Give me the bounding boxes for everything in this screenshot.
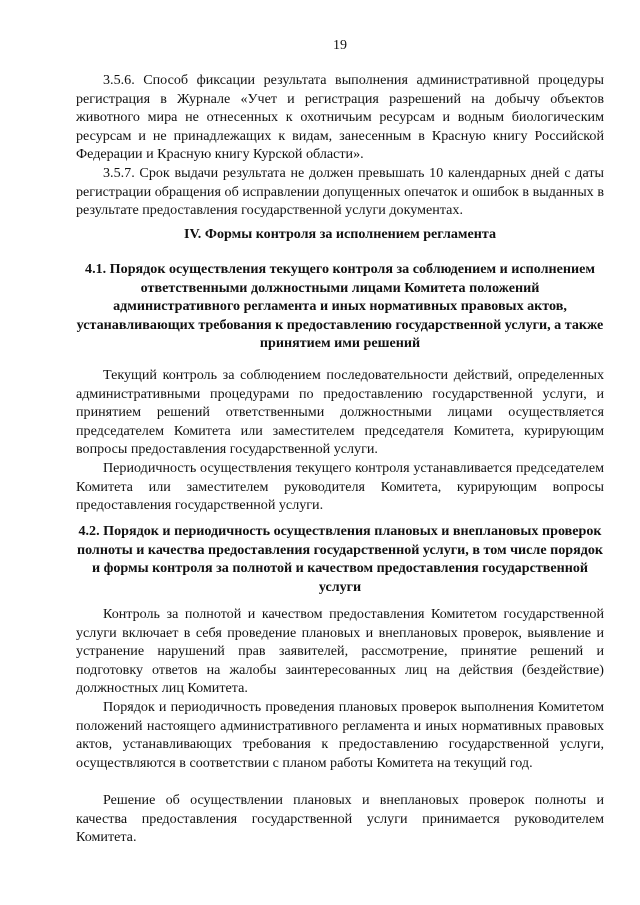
subsection-heading-4-1: 4.1. Порядок осуществления текущего контроля за соблюдением и исполнением ответственными должностными лицами Комитета положений административного регламента и иных нормативных правовых актов, устанавливающих требования к предоставлению государственной услуги, а также принятием ими решений [76, 261, 604, 352]
paragraph-4-1-periodicity: Периодичность осуществления текущего контроля устанавливается председателем Комитета или заместителем руководителя Комитета, курирующим вопросы предоставления государственной услуги. [76, 460, 604, 514]
page-number: 19 [333, 38, 347, 53]
subsection-heading-4-2: 4.2. Порядок и периодичность осуществления плановых и внеплановых проверок полноты и качества предоставления государственной услуги, в том числе порядок и формы контроля за полнотой и качеством предоставления государственной услуги [76, 523, 604, 595]
section-heading-iv: IV. Формы контроля за исполнением регламента [183, 226, 497, 242]
paragraph-4-1-current-control: Текущий контроль за соблюдением последовательности действий, определенных административными процедурами по предоставлению государственной услуги, и принятием решений ответственными должностными лицами осуществляется председателем Комитета или заместителем председателя Комитета, курирующим вопросы предоставления государственной услуги. [76, 367, 604, 458]
paragraph-4-2-decision: Решение об осуществлении плановых и внеплановых проверок полноты и качества предоставления государственной услуги принимается руководителем Комитета. [76, 792, 604, 846]
paragraph-4-2-control-scope: Контроль за полнотой и качеством предоставления Комитетом государственной услуги включает в себя проведение плановых и внеплановых проверок, выявление и устранение нарушений прав заявителей, рассмотрение, принятие решений и подготовку ответов на жалобы заинтересованных лиц на действия (бездействие) должностных лиц Комитета. [76, 606, 604, 697]
paragraph-3-5-6: 3.5.6. Способ фиксации результата выполнения административной процедуры регистрация в Журнале «Учет и регистрация разрешений на добычу объектов животного мира не отнесенных к охотничьим ресурсам и водным биологическим ресурсам и не принадлежащих к видам, занесенным в Красную книгу Российской Федерации и Красную книгу Курской области». [76, 72, 604, 163]
paragraph-3-5-7: 3.5.7. Срок выдачи результата не должен превышать 10 календарных дней с даты регистрации обращения об исправлении допущенных опечаток и ошибок в выданных в результате предоставления государственной услуги документах. [76, 165, 604, 219]
paragraph-4-2-planned-checks: Порядок и периодичность проведения плановых проверок выполнения Комитетом положений настоящего административного регламента и иных нормативных правовых актов, устанавливающих требования к предоставлению государственной услуги, осуществляются в соответствии с планом работы Комитета на текущий год. [76, 699, 604, 771]
